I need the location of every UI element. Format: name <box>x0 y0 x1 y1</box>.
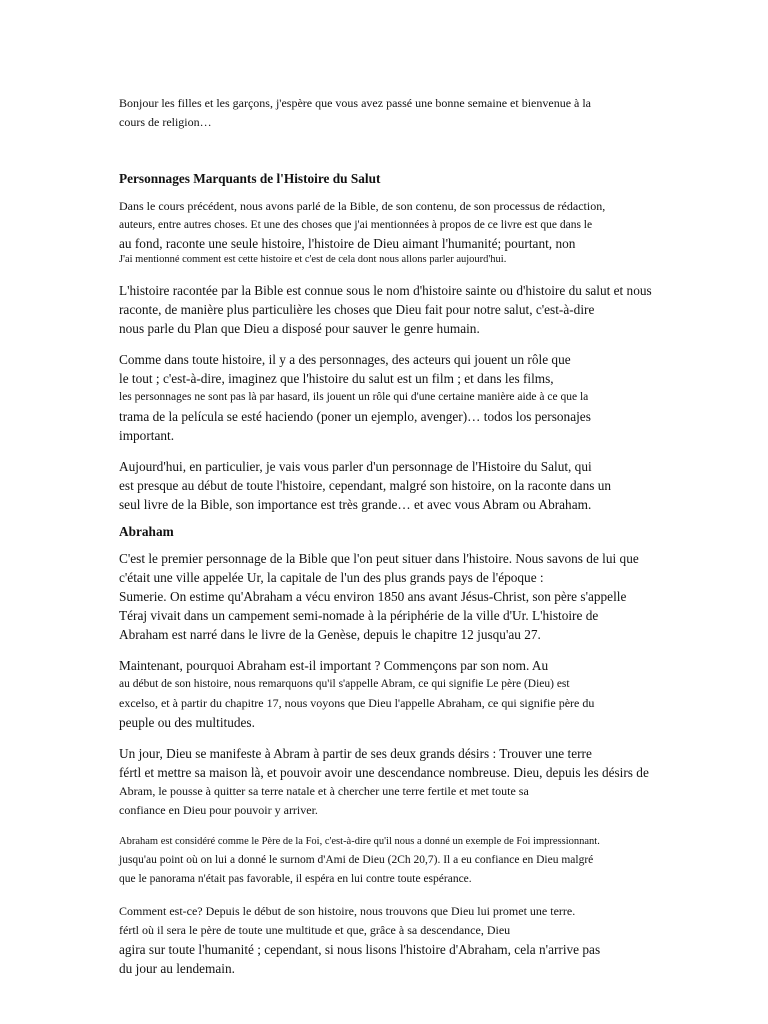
text-line: excelso, et à partir du chapitre 17, nous voyons que Dieu l'appelle Abraham, ce qui signifie père du <box>119 696 595 710</box>
text-line: Comme dans toute histoire, il y a des personnages, des acteurs qui jouent un rôle que <box>119 352 571 367</box>
text-line: Abram, le pousse à quitter sa terre natale et à chercher une terre fertile et met toute sa <box>119 784 529 798</box>
paragraph-father-of-faith <box>119 832 699 889</box>
text-line: au début de son histoire, nous remarquons qu'il s'appelle Abram, ce qui signifie Le père (Dieu) est <box>119 678 570 690</box>
document-page <box>119 94 699 978</box>
text-line: est presque au début de toute l'histoire, cependant, malgré son histoire, on la raconte dans un <box>119 478 612 493</box>
text-line: fértl et mettre sa maison là, et pouvoir avoir une descendance nombreuse. Dieu, depuis les désirs de <box>119 765 649 780</box>
text-line: J'ai mentionné comment est cette histoire et c'est de cela dont nous allons parler aujourd'hui. <box>119 254 507 265</box>
paragraph-name <box>119 656 699 732</box>
text-line: important. <box>119 428 175 443</box>
paragraph-promise <box>119 902 699 978</box>
text-line: L'histoire racontée par la Bible est connue sous le nom d'histoire sainte ou d'histoire du salut et nous <box>119 283 652 298</box>
text-line: que le panorama n'était pas favorable, il espéra en lui contre toute espérance. <box>119 873 472 885</box>
text-line: Dans le cours précédent, nous avons parlé de la Bible, de son contenu, de son processus de rédaction, <box>119 199 606 213</box>
text-line: jusqu'au point où on lui a donné le surnom d'Ami de Dieu (2Ch 20,7). Il a eu confiance en Dieu malgré <box>119 854 594 866</box>
text-line: agira sur toute l'humanité ; cependant, si nous lisons l'histoire d'Abraham, cela n'arrive pas <box>119 942 601 957</box>
paragraph-holy-history <box>119 281 699 338</box>
text-line: auteurs, entre autres choses. Et une des choses que j'ai mentionnées à propos de ce livre est que dans le <box>119 219 593 231</box>
text-line: Bonjour les filles et les garçons, j'espère que vous avez passé une bonne semaine et bienvenue à la <box>119 96 592 110</box>
text-line: Sumerie. On estime qu'Abraham a vécu environ 1850 ans avant Jésus-Christ, son père s'appelle <box>119 589 627 604</box>
text-line: Abraham est considéré comme le Père de la Foi, c'est-à-dire qu'il nous a donné un exemple de Foi impressionnant. <box>119 836 600 847</box>
paragraph-first-character <box>119 549 699 644</box>
text-line: Abraham est narré dans le livre de la Genèse, depuis le chapitre 12 jusqu'au 27. <box>119 627 541 642</box>
text-line: Téraj vivait dans un campement semi-nomade à la périphérie de la ville d'Ur. L'histoire de <box>119 608 599 623</box>
intro-paragraph <box>119 94 699 132</box>
paragraph-today <box>119 457 699 514</box>
text-line: seul livre de la Bible, son importance est très grande… et avec vous Abram ou Abraham. <box>119 497 592 512</box>
text-line: fértl où il sera le père de toute une multitude et que, grâce à sa descendance, Dieu <box>119 923 511 937</box>
text-line: du jour au lendemain. <box>119 961 235 976</box>
text-line: trama de la película se esté haciendo (poner un ejemplo, avenger)… todos los personajes <box>119 409 591 424</box>
text-line: peuple ou des multitudes. <box>119 715 255 730</box>
paragraph-previous-course <box>119 197 699 267</box>
abraham-heading: Abraham <box>119 524 174 539</box>
text-line: cours de religion… <box>119 115 212 129</box>
text-line: au fond, raconte une seule histoire, l'histoire de Dieu aimant l'humanité; pourtant, non <box>119 236 576 251</box>
text-line: Aujourd'hui, en particulier, je vais vous parler d'un personnage de l'Histoire du Salut, qui <box>119 459 592 474</box>
text-line: Comment est-ce? Depuis le début de son histoire, nous trouvons que Dieu lui promet une terre. <box>119 904 576 918</box>
text-line: les personnages ne sont pas là par hasard, ils jouent un rôle qui d'une certaine manière aide à ce que la <box>119 391 589 403</box>
text-line: raconte, de manière plus particulière les choses que Dieu fait pour notre salut, c'est-à-dire <box>119 302 595 317</box>
text-line: confiance en Dieu pour pouvoir y arriver. <box>119 803 318 817</box>
text-line: C'est le premier personnage de la Bible que l'on peut situer dans l'histoire. Nous savons de lui que <box>119 551 639 566</box>
text-line: Un jour, Dieu se manifeste à Abram à partir de ses deux grands désirs : Trouver une terre <box>119 746 592 761</box>
text-line: Maintenant, pourquoi Abraham est-il important ? Commençons par son nom. Au <box>119 658 549 673</box>
paragraph-characters <box>119 350 699 445</box>
text-line: nous parle du Plan que Dieu a disposé pour sauver le genre humain. <box>119 321 480 336</box>
section-heading: Personnages Marquants de l'Histoire du Salut <box>119 171 381 186</box>
text-line: le tout ; c'est-à-dire, imaginez que l'histoire du salut est un film ; et dans les films, <box>119 371 554 386</box>
paragraph-manifestation <box>119 744 699 820</box>
text-line: c'était une ville appelée Ur, la capitale de l'un des plus grands pays de l'époque : <box>119 570 544 585</box>
